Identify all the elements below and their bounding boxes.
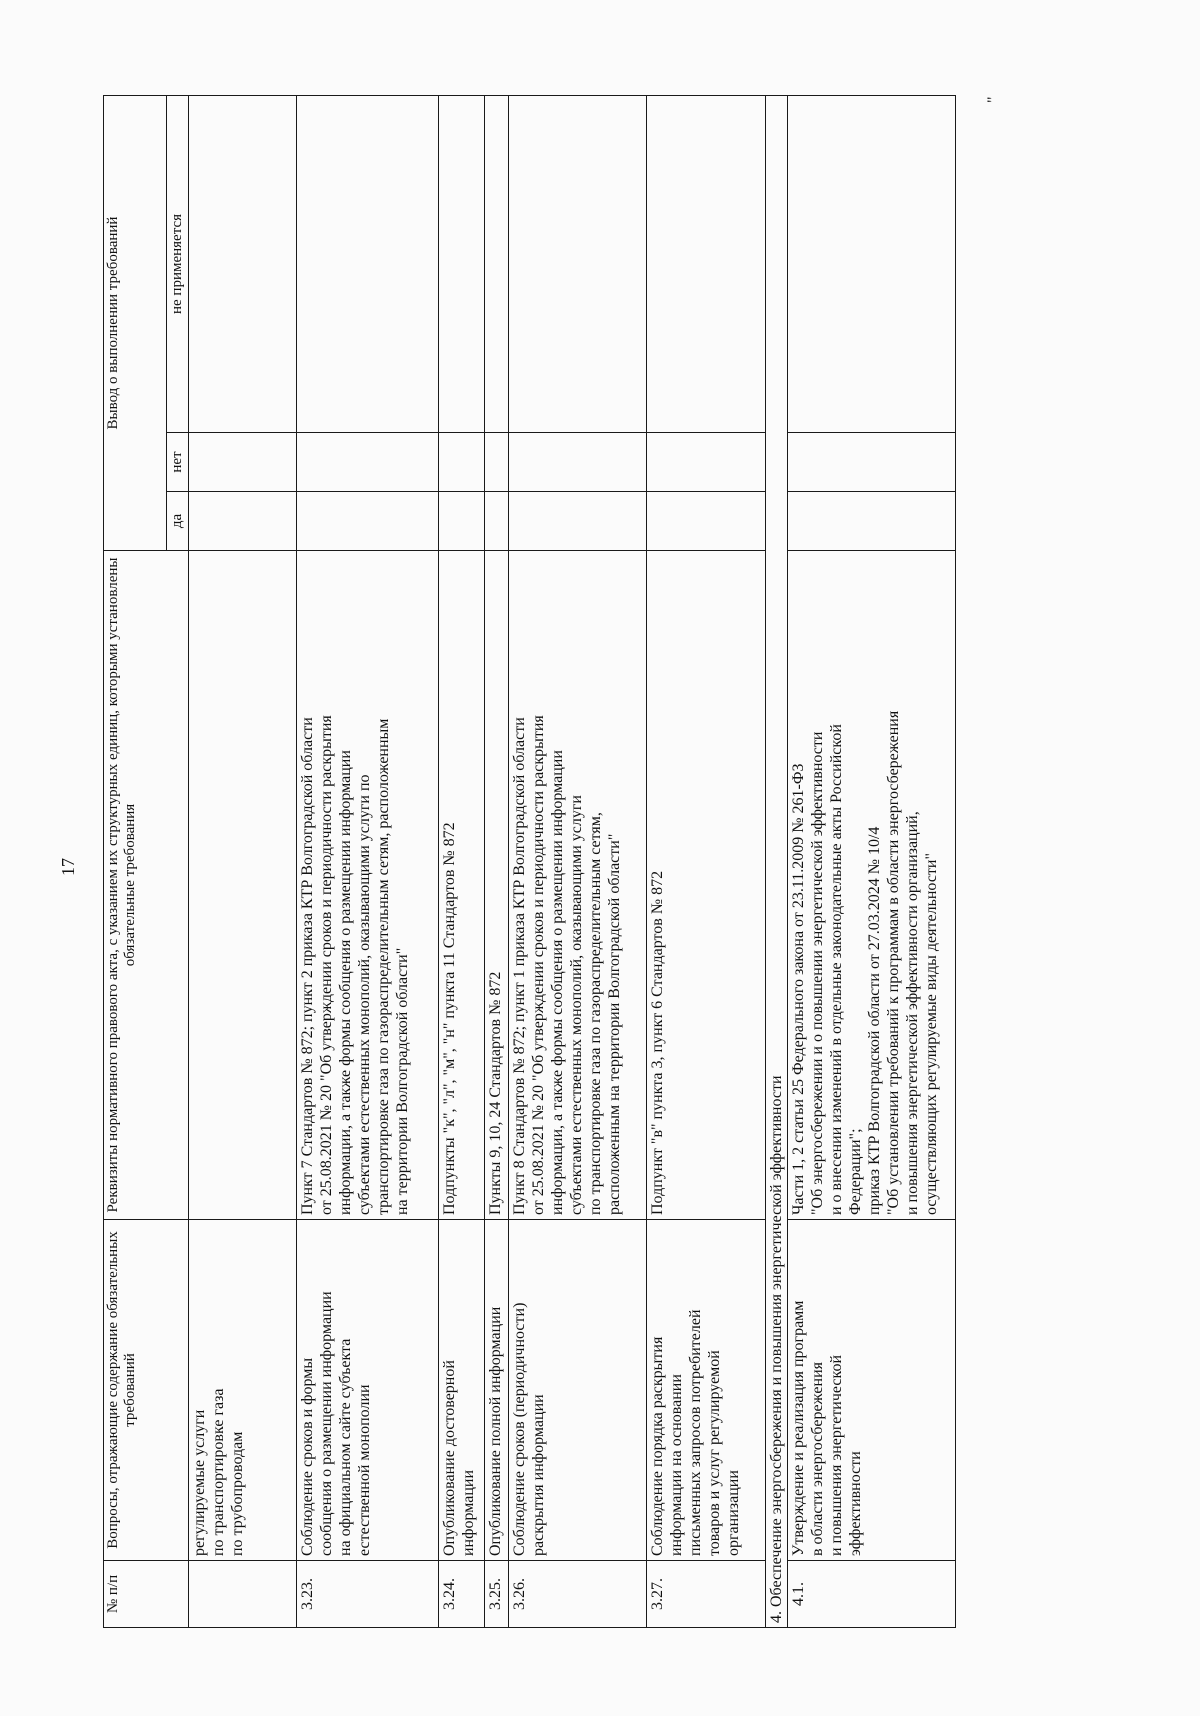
requisites-line: от 25.08.2021 № 20 "Об утверждении сроков и периодичности раскрытия bbox=[530, 715, 547, 1215]
yes-cell bbox=[485, 492, 509, 551]
question-cell bbox=[439, 1220, 485, 1561]
question-line: и повышения энергетической bbox=[828, 1354, 845, 1556]
requisites-cell bbox=[485, 551, 509, 1220]
question-line: по транспортировке газа bbox=[210, 1388, 227, 1556]
na-cell bbox=[788, 95, 956, 432]
requisites-line: и о внесении изменений в отдельные законодательные акты Российской bbox=[828, 724, 845, 1215]
na-cell bbox=[297, 95, 439, 432]
header-question: Вопросы, отражающие содержание обязательных требований bbox=[104, 1220, 189, 1561]
requisites-cell bbox=[788, 551, 956, 1220]
header-no: нет bbox=[167, 433, 189, 492]
no-cell bbox=[485, 433, 509, 492]
na-cell bbox=[439, 95, 485, 432]
question-line: Соблюдение сроков (периодичности) bbox=[511, 1302, 528, 1556]
requisites-line: Подпункты "к", "л", "м", "н" пункта 11 Стандартов № 872 bbox=[441, 822, 458, 1215]
question-line: Соблюдение порядка раскрытия bbox=[649, 1336, 666, 1556]
question-line: организации bbox=[725, 1470, 742, 1556]
header-yes: да bbox=[167, 492, 189, 551]
requisites-line: Пункт 8 Стандартов № 872; пункт 1 приказа КТР Волгоградской области bbox=[511, 717, 528, 1215]
requisites-line: по транспортировке газа по газораспределительным сетям, bbox=[587, 812, 604, 1215]
requisites-line: субъектами естественных монополий, оказывающими услуги по bbox=[356, 774, 373, 1215]
requisites-line: приказ КТР Волгоградской области от 27.03.2024 № 10/4 bbox=[866, 826, 883, 1215]
question-line: эффективности bbox=[847, 1451, 864, 1556]
row-number: 3.24. bbox=[439, 1561, 485, 1628]
no-cell bbox=[647, 433, 766, 492]
question-line: информации на основании bbox=[668, 1374, 685, 1556]
header-num: № п/п bbox=[104, 1561, 189, 1628]
question-line: Опубликование полной информации bbox=[487, 1306, 504, 1556]
yes-cell bbox=[297, 492, 439, 551]
question-line: сообщения о размещении информации bbox=[318, 1291, 335, 1556]
yes-cell bbox=[189, 492, 297, 551]
section-row bbox=[766, 95, 788, 1627]
table-row bbox=[439, 95, 485, 1627]
header-not-applicable: не применяется bbox=[167, 95, 189, 432]
closing-quote: " bbox=[985, 96, 1002, 103]
na-cell bbox=[189, 95, 297, 432]
table-row bbox=[189, 95, 297, 1627]
question-cell bbox=[297, 1220, 439, 1561]
no-cell bbox=[439, 433, 485, 492]
requisites-line: на территории Волгоградской области" bbox=[394, 947, 411, 1215]
requisites-line: Пункты 9, 10, 24 Стандартов № 872 bbox=[487, 971, 504, 1215]
table-row bbox=[788, 95, 956, 1627]
requirements-table bbox=[103, 95, 956, 1628]
question-line: письменных запросов потребителей bbox=[687, 1309, 704, 1556]
row-number: 3.23. bbox=[297, 1561, 439, 1628]
question-line: Соблюдение сроков и формы bbox=[299, 1357, 316, 1556]
row-number bbox=[189, 1561, 297, 1628]
question-cell bbox=[189, 1220, 297, 1561]
question-line: по трубопроводам bbox=[229, 1431, 246, 1556]
requisites-cell bbox=[647, 551, 766, 1220]
question-line: информации bbox=[460, 1469, 477, 1556]
requisites-line: информации, а также формы сообщения о размещении информации bbox=[549, 750, 566, 1215]
requisites-cell bbox=[189, 551, 297, 1220]
header-requisites: Реквизиты нормативного правового акта, с указанием их структурных единиц, которыми установлены обязательные требования bbox=[104, 551, 189, 1220]
yes-cell bbox=[509, 492, 647, 551]
table-header-row bbox=[104, 95, 167, 1627]
table-row bbox=[647, 95, 766, 1627]
no-cell bbox=[297, 433, 439, 492]
requisites-line: транспортировке газа по газораспределительным сетям, расположенным bbox=[375, 718, 392, 1215]
requisites-line: "Об установлении требований к программам в области энергосбережения bbox=[885, 710, 902, 1215]
no-cell bbox=[509, 433, 647, 492]
header-conclusion: Вывод о выполнении требований bbox=[104, 95, 167, 550]
question-cell bbox=[485, 1220, 509, 1561]
requisites-line: и повышения энергетической эффективности организаций, bbox=[904, 811, 921, 1215]
question-line: Опубликование достоверной bbox=[441, 1360, 458, 1556]
requisites-line: расположенным на территории Волгоградской области" bbox=[606, 833, 623, 1215]
requisites-line: от 25.08.2021 № 20 "Об утверждении сроков и периодичности раскрытия bbox=[318, 715, 335, 1215]
requisites-line: осуществляющих регулируемые виды деятельности" bbox=[923, 852, 940, 1215]
na-cell bbox=[647, 95, 766, 432]
row-number: 4.1. bbox=[788, 1561, 956, 1628]
question-line: Утверждение и реализация программ bbox=[790, 1300, 807, 1556]
requisites-line: Федерации"; bbox=[847, 1128, 864, 1215]
question-line: раскрытия информации bbox=[530, 1394, 547, 1556]
yes-cell bbox=[439, 492, 485, 551]
table-row bbox=[509, 95, 647, 1627]
table-row bbox=[297, 95, 439, 1627]
requisites-line: Пункт 7 Стандартов № 872; пункт 2 приказа КТР Волгоградской области bbox=[299, 717, 316, 1215]
question-cell bbox=[509, 1220, 647, 1561]
row-number: 3.25. bbox=[485, 1561, 509, 1628]
requisites-line: Части 1, 2 статьи 25 Федерального закона от 23.11.2009 № 261-ФЗ bbox=[790, 763, 807, 1215]
row-number: 3.26. bbox=[509, 1561, 647, 1628]
question-cell bbox=[788, 1220, 956, 1561]
question-line: регулируемые услуги bbox=[191, 1409, 208, 1556]
requisites-line: "Об энергосбережении и о повышении энергетической эффективности bbox=[809, 731, 826, 1215]
section-heading: 4. Обеспечение энергосбережения и повышения энергетической эффективности bbox=[766, 95, 788, 1627]
question-cell bbox=[647, 1220, 766, 1561]
requisites-line: информации, а также формы сообщения о размещении информации bbox=[337, 750, 354, 1215]
requisites-line: субъектами естественных монополий, оказывающими услуги bbox=[568, 795, 585, 1215]
question-line: в области энергосбережения bbox=[809, 1362, 826, 1556]
na-cell bbox=[485, 95, 509, 432]
question-line: естественной монополии bbox=[356, 1384, 373, 1556]
yes-cell bbox=[788, 492, 956, 551]
yes-cell bbox=[647, 492, 766, 551]
question-line: товаров и услуг регулируемой bbox=[706, 1350, 723, 1556]
requisites-cell bbox=[439, 551, 485, 1220]
requisites-cell bbox=[297, 551, 439, 1220]
question-line: на официальном сайте субъекта bbox=[337, 1338, 354, 1556]
page-number: 17 bbox=[58, 858, 78, 876]
na-cell bbox=[509, 95, 647, 432]
no-cell bbox=[788, 433, 956, 492]
requisites-line: Подпункт "в" пункта 3, пункт 6 Стандартов № 872 bbox=[649, 870, 666, 1215]
no-cell bbox=[189, 433, 297, 492]
row-number: 3.27. bbox=[647, 1561, 766, 1628]
table-row bbox=[485, 95, 509, 1627]
requisites-cell bbox=[509, 551, 647, 1220]
